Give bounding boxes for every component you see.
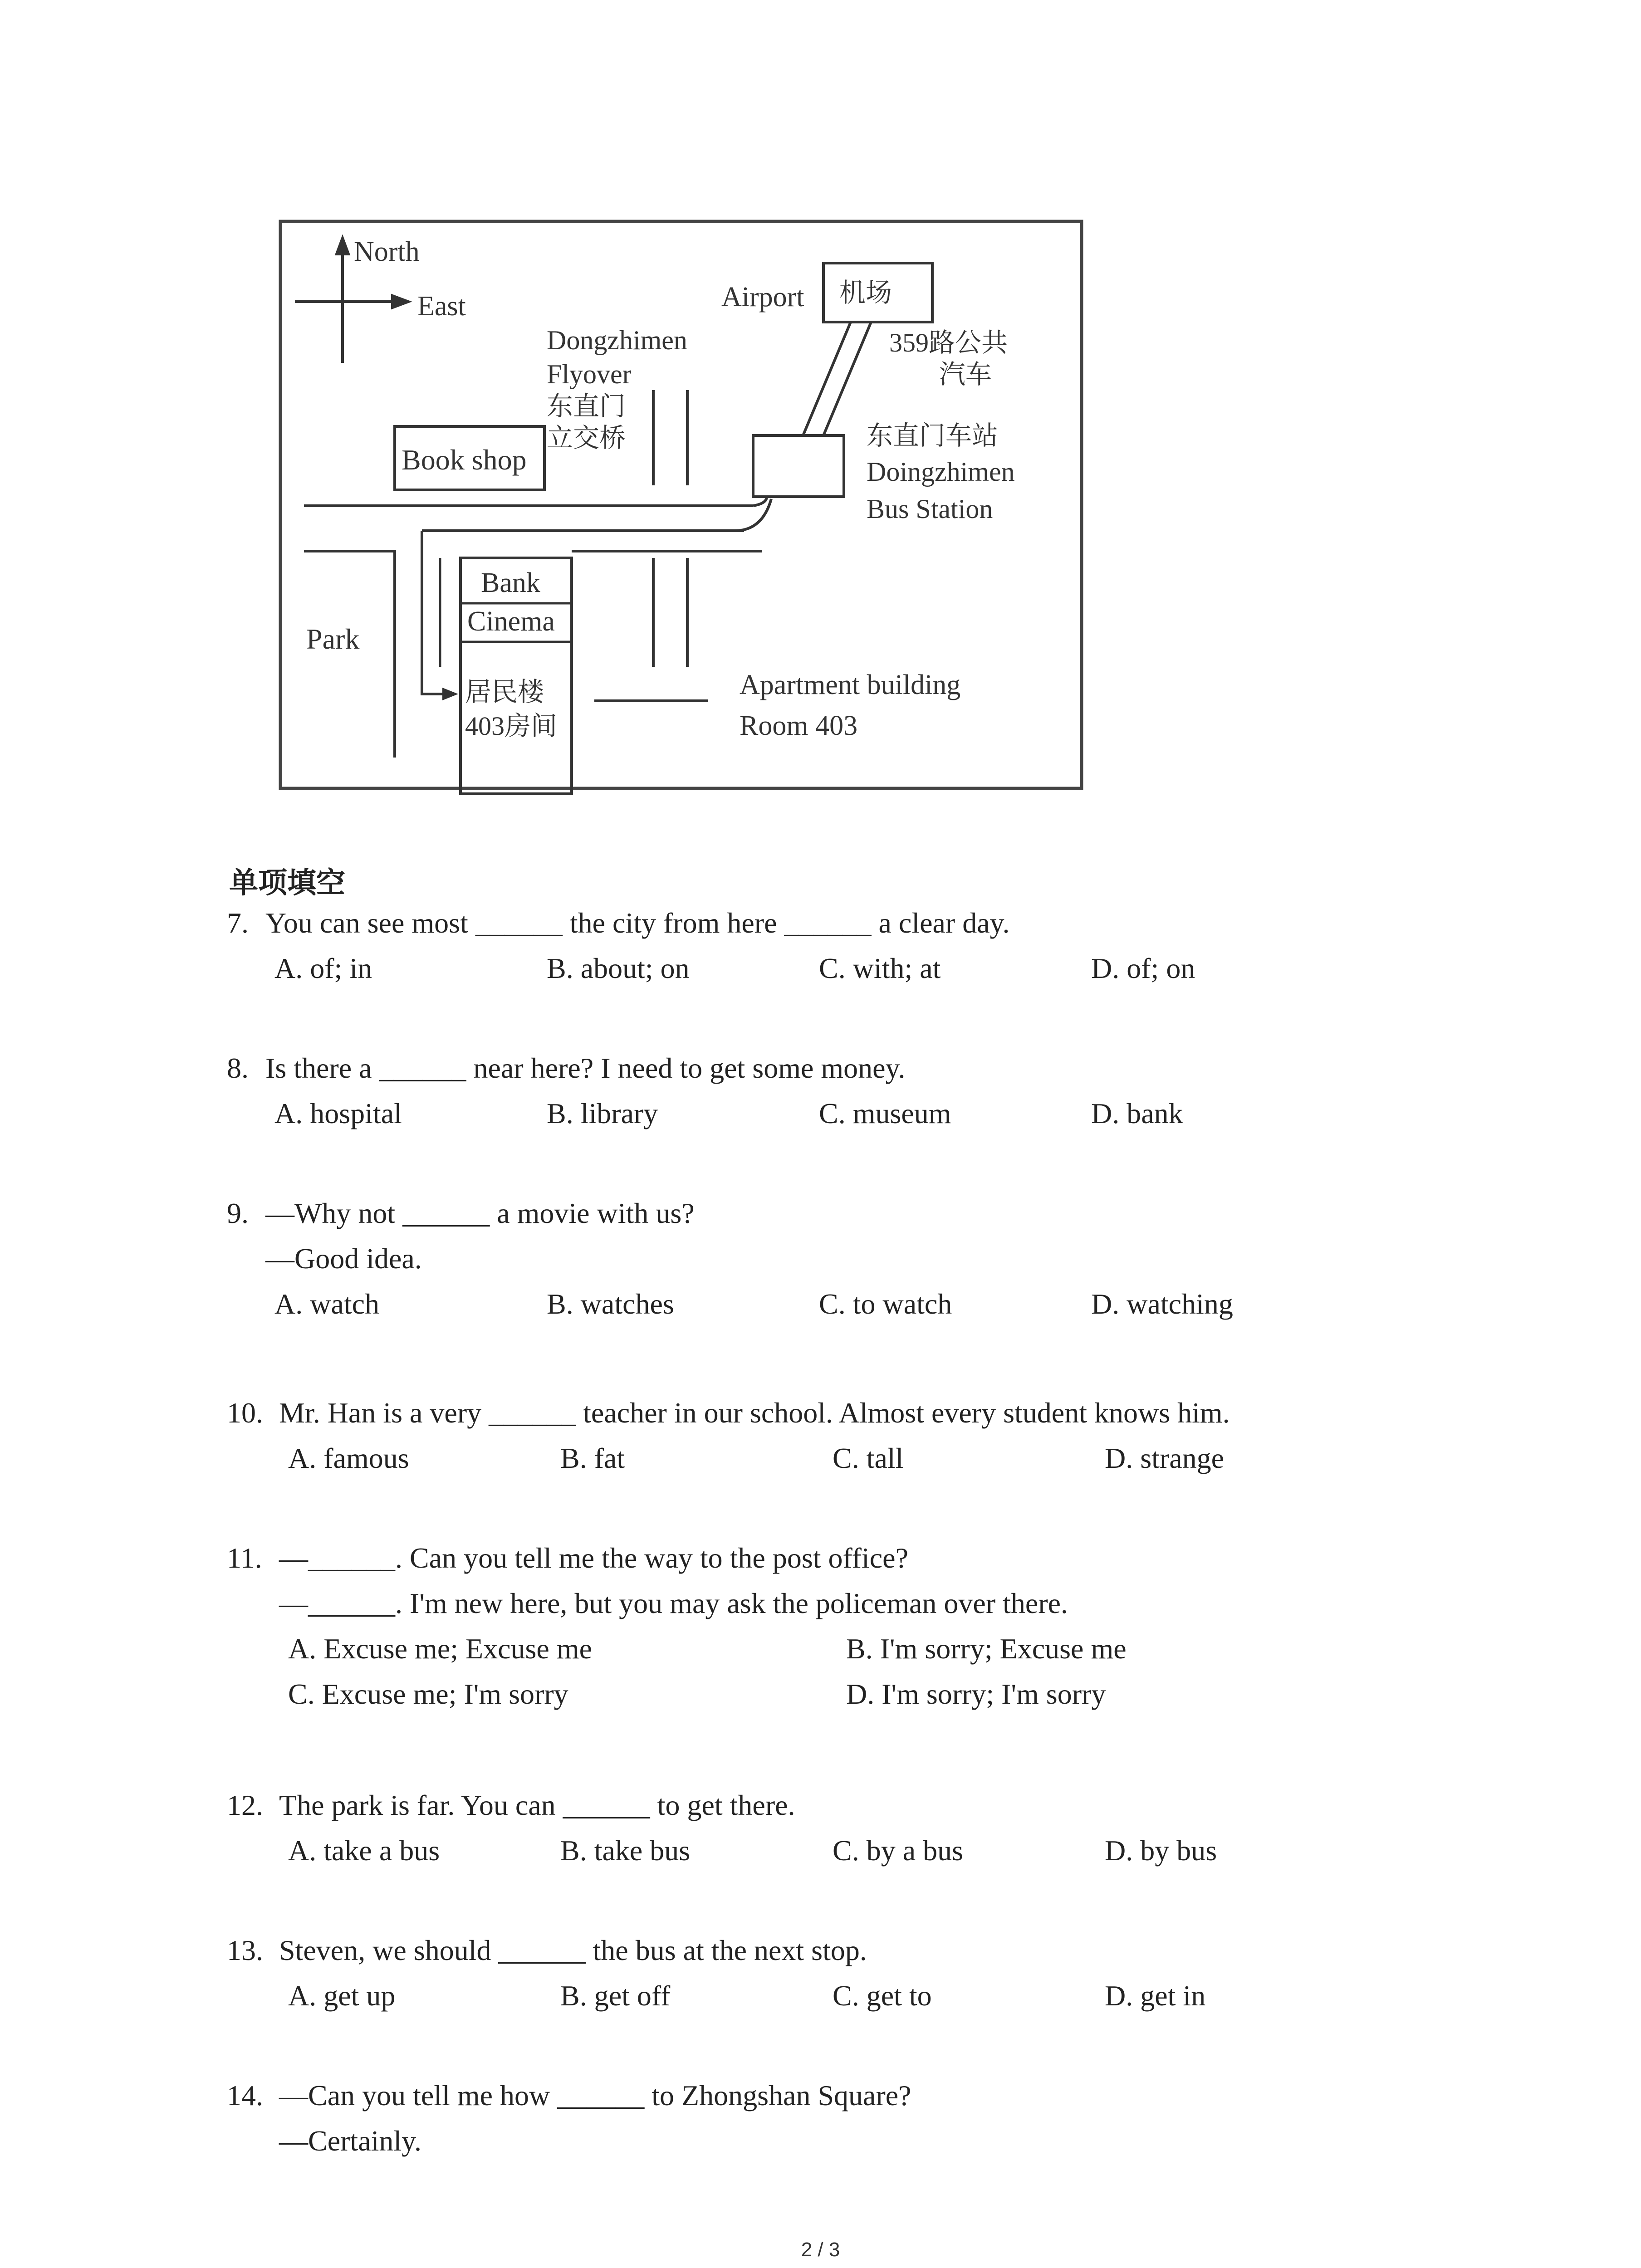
answer-option[interactable]: A. take a bus <box>288 1834 440 1867</box>
question-text: The park is far. You can ______ to get there. <box>279 1789 795 1821</box>
answer-option[interactable]: C. by a bus <box>833 1834 963 1867</box>
question-6 <box>227 1928 1206 2019</box>
question-text: Is there a ______ near here? I need to get some money. <box>265 1052 906 1084</box>
question-text: Mr. Han is a very ______ teacher in our school. Almost every student knows him. <box>279 1397 1230 1429</box>
question-7 <box>227 2073 911 2164</box>
question-number: 8. <box>227 1052 249 1084</box>
question-text: —______. Can you tell me the way to the post office? <box>279 1542 908 1574</box>
question-number: 9. <box>227 1197 249 1229</box>
answer-option[interactable]: C. get to <box>833 1980 932 2012</box>
apartment-room-label: Room 403 <box>740 710 858 741</box>
bank-label: Bank <box>481 567 540 598</box>
question-number: 11. <box>227 1542 262 1574</box>
question-number: 14. <box>227 2079 263 2112</box>
apartment-cn-label: 居民楼 <box>465 677 544 707</box>
question-4 <box>227 1535 1127 1717</box>
question-3 <box>227 1390 1230 1481</box>
flyover-cn-label: 东直门 <box>547 391 626 421</box>
question-text: —Good idea. <box>265 1242 422 1275</box>
answer-option[interactable]: C. with; at <box>819 952 941 984</box>
bus-station-box <box>753 435 844 497</box>
question-1 <box>227 1046 1183 1136</box>
answer-option[interactable]: B. library <box>547 1097 658 1129</box>
answer-option[interactable]: B. take bus <box>560 1834 691 1867</box>
answer-option[interactable]: D. by bus <box>1105 1834 1217 1867</box>
answer-option[interactable]: C. museum <box>819 1097 951 1129</box>
bus-station-en-label-2: Bus Station <box>867 494 993 524</box>
answer-option[interactable]: B. get off <box>560 1980 671 2012</box>
answer-option[interactable]: C. tall <box>833 1442 904 1474</box>
airport-label: Airport <box>721 282 804 313</box>
flyover-en-label-2: Flyover <box>547 359 632 389</box>
bus-route-label: 359路公共 <box>889 328 1008 357</box>
question-text: —Certainly. <box>279 2125 421 2157</box>
answer-option[interactable]: C. to watch <box>819 1288 952 1320</box>
answer-option[interactable]: A. famous <box>288 1442 409 1474</box>
bus-station-en-label: Doingzhimen <box>867 457 1015 487</box>
answer-option[interactable]: D. bank <box>1091 1097 1183 1129</box>
answer-option[interactable]: D. I'm sorry; I'm sorry <box>846 1678 1106 1710</box>
answer-option[interactable]: D. get in <box>1105 1980 1206 2012</box>
route-arrow-icon <box>442 688 458 700</box>
north-label: North <box>354 236 420 267</box>
page-number: 2 / 3 <box>801 2239 840 2261</box>
question-text: —Why not ______ a movie with us? <box>265 1197 695 1229</box>
question-5 <box>227 1783 1217 1873</box>
question-text: Steven, we should ______ the bus at the next stop. <box>279 1934 867 1966</box>
question-text: —______. I'm new here, but you may ask the policeman over there. <box>279 1587 1068 1619</box>
answer-option[interactable]: A. hospital <box>274 1097 402 1129</box>
answer-option[interactable]: B. I'm sorry; Excuse me <box>846 1633 1127 1665</box>
airport-cn-label: 机场 <box>839 278 892 308</box>
apartment-cn-label-2: 403房间 <box>465 711 558 741</box>
answer-option[interactable]: B. watches <box>547 1288 674 1320</box>
bus-route-label-2: 汽车 <box>939 360 992 389</box>
answer-option[interactable]: C. Excuse me; I'm sorry <box>288 1678 568 1710</box>
book-shop-label: Book shop <box>402 444 527 476</box>
answer-option[interactable]: B. fat <box>560 1442 625 1474</box>
question-text: —Can you tell me how ______ to Zhongshan Square? <box>279 2079 911 2112</box>
apartment-en-label: Apartment building <box>740 670 961 700</box>
question-text: You can see most ______ the city from here ______ a clear day. <box>265 907 1010 939</box>
answer-option[interactable]: D. of; on <box>1091 952 1195 984</box>
cinema-label: Cinema <box>467 606 555 637</box>
question-number: 12. <box>227 1789 263 1821</box>
question-number: 13. <box>227 1934 263 1966</box>
answer-option[interactable]: A. get up <box>288 1980 396 2012</box>
question-2 <box>227 1191 1233 1327</box>
flyover-en-label: Dongzhimen <box>547 325 687 355</box>
bus-station-cn-label: 东直门车站 <box>867 421 999 450</box>
answer-option[interactable]: A. Excuse me; Excuse me <box>288 1633 592 1665</box>
question-number: 7. <box>227 907 249 939</box>
direction-map <box>272 213 1089 803</box>
park-label: Park <box>306 623 360 655</box>
answer-option[interactable]: A. of; in <box>274 952 372 984</box>
flyover-cn-label-2: 立交桥 <box>547 423 626 453</box>
question-0 <box>227 900 1195 991</box>
answer-option[interactable]: B. about; on <box>547 952 690 984</box>
question-number: 10. <box>227 1397 263 1429</box>
answer-option[interactable]: A. watch <box>274 1288 380 1320</box>
answer-option[interactable]: D. strange <box>1105 1442 1225 1474</box>
east-label: East <box>417 291 466 322</box>
section-title: 单项填空 <box>229 866 345 900</box>
answer-option[interactable]: D. watching <box>1091 1288 1233 1320</box>
